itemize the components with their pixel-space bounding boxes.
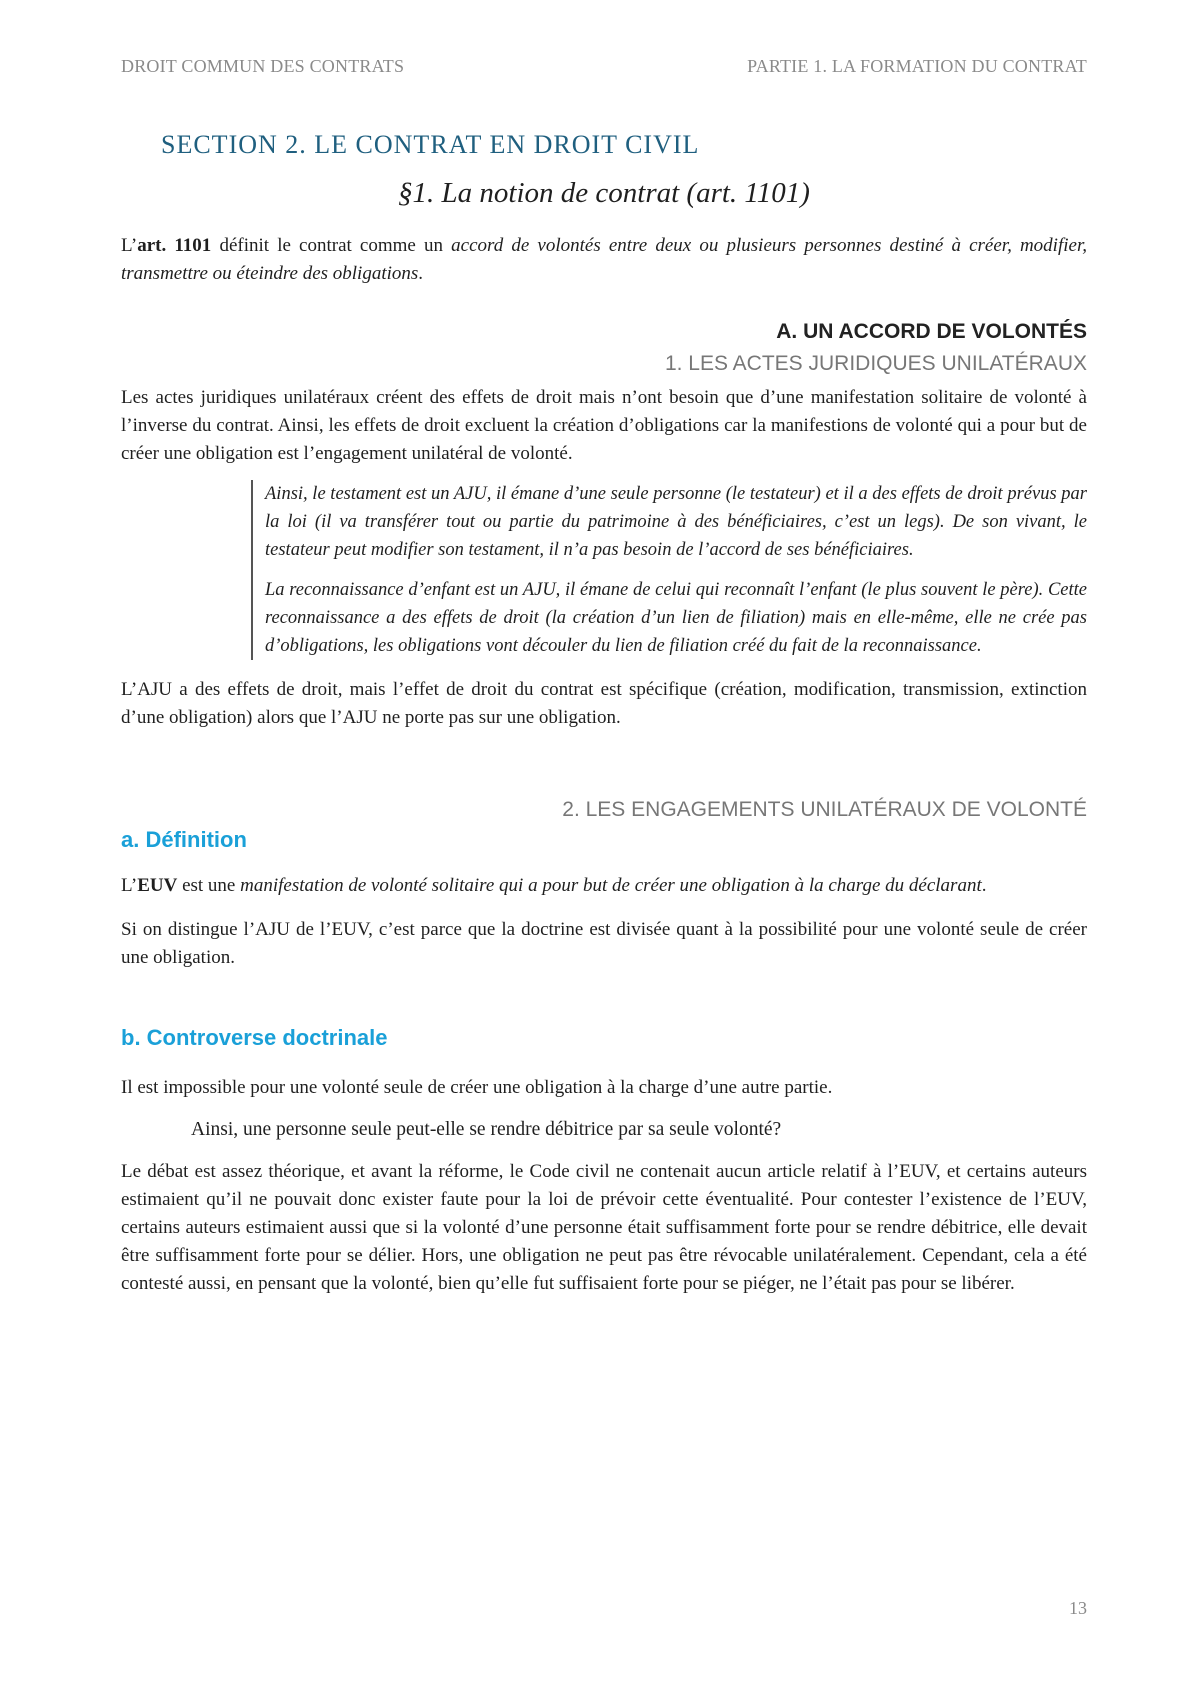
page-content [121,128,1087,1298]
controverse-paragraph-2: Le débat est assez théorique, et avant la réforme, le Code civil ne contenait aucun article relatif à l’EUV, et certains auteurs estimaient qu’il ne pouvait donc exister faute pour la loi de prévoir cette éventualité. Pour contester l’existence de l’EUV, certains auteurs estimaient aussi que si la volonté d’une personne était suffisamment forte pour se rendre débitrice, elle devait être suffisamment forte pour se délier. Hors, une obligation ne peut pas être révocable unilatéralement. Cependant, cela a été contesté aussi, en pensant que la volonté, bien qu’elle fut suffisaient forte pour se piéger, ne l’était pas pour se libérer. [121,1161,1087,1294]
section-title: SECTION 2. LE CONTRAT EN DROIT CIVIL [161,130,700,159]
euv-mid: est une [177,875,241,896]
aju-paragraph: Les actes juridiques unilatéraux créent des effets de droit mais n’ont besoin que d’une manifestation solitaire de volonté à l’inverse du contrat. Ainsi, les effets de droit excluent la création d’obligations car la manifestions de volonté qui a pour but de créer une obligation est l’engagement unilatéral de volonté. [121,387,1087,464]
intro-prefix: L’ [121,235,138,256]
euv-acronym: EUV [137,875,178,896]
euv-paragraph: Si on distingue l’AJU de l’EUV, c’est parce que la doctrine est divisée quant à la possibilité pour une volonté seule de créer une obligation. [121,919,1087,968]
euv-definition-text: manifestation de volonté solitaire qui a pour but de créer une obligation à la charge du déclarant [240,875,982,896]
paragraph-title: §1. La notion de contrat (art. 1101) [398,177,810,209]
intro-definition: accord de volontés entre deux ou plusieurs personnes destiné à créer, modifier, transmettre ou éteindre des obligations [121,235,1087,284]
running-header [121,56,1087,80]
examples-block [251,480,1087,660]
euv-definition [121,872,1087,900]
intro-suffix: . [418,263,424,284]
controverse-question: Ainsi, une personne seule peut-elle se rendre débitrice par sa seule volonté? [191,1119,782,1140]
euv-suffix: . [981,875,987,896]
header-left: DROIT COMMUN DES CONTRATS [121,56,405,76]
aju-conclusion: L’AJU a des effets de droit, mais l’effet de droit du contrat est spécifique (création, modification, transmission, extinction d’une obligation) alors que l’AJU ne porte pas sur une obligation. [121,679,1087,728]
example-testament: Ainsi, le testament est un AJU, il émane d’une seule personne (le testateur) et il a des effets de droit prévus par la loi (il va transférer tout ou partie du patrimoine à des bénéficiaires, c’est un legs). De son vivant, le testateur peut modifier son testament, il n’a pas besoin de l’accord de ses bénéficiaires. [265,484,1087,560]
subheading-controverse: b. Controverse doctrinale [121,1025,388,1050]
example-reconnaissance: La reconnaissance d’enfant est un AJU, il émane de celui qui reconnaît l’enfant (le plus souvent le père). Cette reconnaissance a des effets de droit (la création d’un lien de filiation) mais en elle-même, elle ne crée pas d’obligations, les obligations vont découler du lien de filiation créé du fait de la reconnaissance. [265,580,1087,656]
subheading-definition: a. Définition [121,827,247,852]
heading-a: A. UN ACCORD DE VOLONTÉS [776,320,1087,343]
intro-mid: définit le contrat comme un [211,235,452,256]
heading-1: 1. LES ACTES JURIDIQUES UNILATÉRAUX [664,352,1087,375]
page-number: 13 [1069,1598,1087,1618]
controverse-paragraph-1: Il est impossible pour une volonté seule de créer une obligation à la charge d’une autre partie. [121,1077,833,1098]
intro-article-ref: art. 1101 [137,235,212,256]
heading-2: 2. LES ENGAGEMENTS UNILATÉRAUX DE VOLONTÉ [562,798,1087,821]
header-right: PARTIE 1. LA FORMATION DU CONTRAT [747,56,1087,76]
euv-prefix: L’ [121,875,138,896]
intro-paragraph [121,232,1087,288]
